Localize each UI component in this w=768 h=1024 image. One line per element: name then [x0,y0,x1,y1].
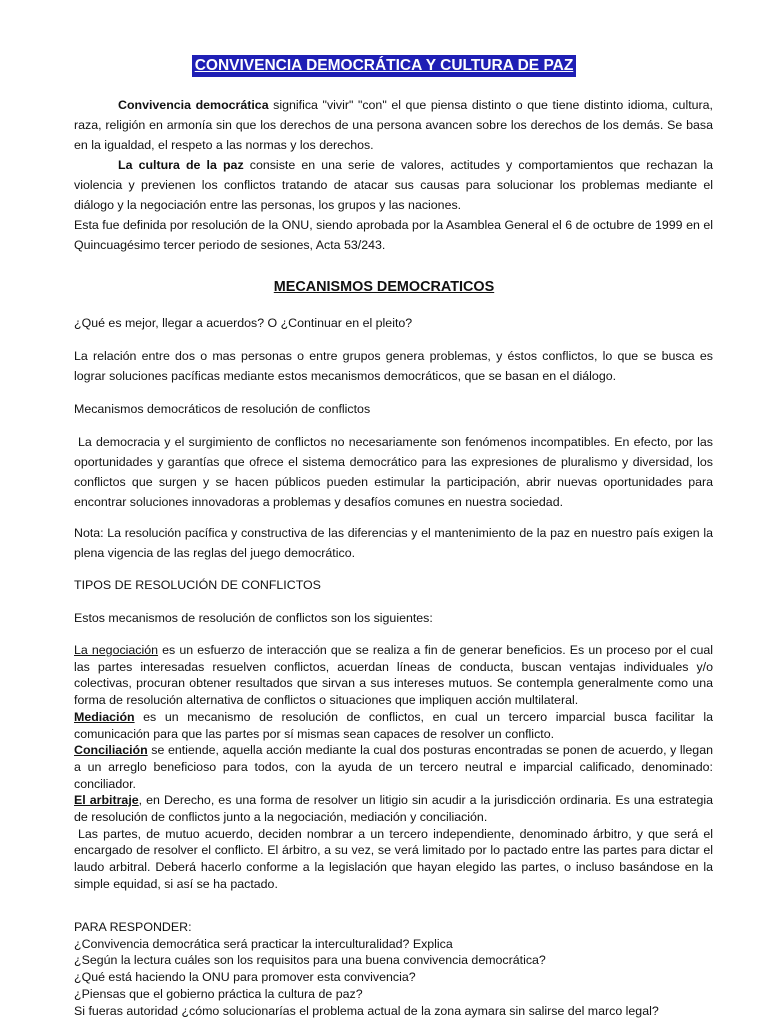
responder-heading: PARA RESPONDER: [74,920,192,934]
intro-text-cultura-paz: consiste en una serie de valores, actitudes y comportamientos que rechazan la violencia y previenen los conflictos tratando de atacar sus causas para solucionar los problemas mediante el diálogo y la negociación entre las personas, los grupos y las naciones. [74,158,713,212]
conciliacion-paragraph [74,742,713,792]
types-block [74,642,713,893]
section-title: MECANISMOS DEMOCRATICOS [273,279,495,295]
responder-question: ¿Qué está haciendo la ONU para promover esta convivencia? [74,970,416,985]
responder-block [74,919,713,1019]
arbitraje-paragraph [74,792,713,825]
intro-paragraph-onu: Esta fue definida por resolución de la ONU, siendo aprobada por la Asamblea General el 6 de octubre de 1999 en el Quincuagésimo tercer periodo de sesiones, Acta 53/243. [74,218,713,252]
term-convivencia: Convivencia democrática [118,98,269,112]
intro-paragraph-convivencia [74,95,713,155]
democracy-paragraph: La democracia y el surgimiento de conflictos no necesariamente son fenómenos incompatibles. En efecto, por las oportunidades y garantías que ofrece el sistema democrático para las expresiones de pluralismo y diversidad, los conflictos que surgen y se hacen públicos pueden estimular la participación, abrir nuevas oportunidades para encontrar soluciones innovadoras a problemas y desafíos comunes en nuestra sociedad. [74,435,713,509]
mediacion-text: es un mecanismo de resolución de conflictos, en cual un tercero imparcial busca facilitar la comunicación para que las partes por sí mismas sean capaces de resolver un conflicto. [74,709,713,741]
conciliacion-text: se entiende, aquella acción mediante la cual dos posturas encontradas se ponen de acuerdo, y llegan a un arreglo beneficioso para todos, con la ayuda de un tercero neutral e imparcial calificado, denominado: conciliador. [74,743,713,791]
term-conciliacion: Conciliación [74,743,148,758]
mediacion-paragraph [74,709,713,742]
term-cultura-paz: La cultura de la paz [118,158,244,172]
nota-paragraph: Nota: La resolución pacífica y constructiva de las diferencias y el mantenimiento de la paz en nuestro país exigen la plena vigencia de las reglas del juego democrático. [74,526,713,560]
term-arbitraje: El arbitraje [74,793,139,808]
mech-heading: Mecanismos democráticos de resolución de conflictos [74,402,371,416]
intro-block [74,95,713,255]
partes-paragraph: Las partes, de mutuo acuerdo, deciden nombrar a un tercero independiente, denominado árbitro, y que será el encargado de resolver el conflicto. El árbitro, a su vez, se verá limitado por lo pactado entre las partes para dictar el laudo arbitral. Deberá hacerlo conforme a la legislación que hayan elegido las partes, o incluso basándose en la simple equidad, si así se ha pactado. [74,826,713,891]
arbitraje-text: , en Derecho, es una forma de resolver un litigio sin acudir a la jurisdicción ordinaria. Es una estrategia de resolución de conflictos junto a la negociación, mediación y conciliación. [74,793,713,825]
title-wrap [0,55,768,77]
main-title: CONVIVENCIA DEMOCRÁTICA Y CULTURA DE PAZ [192,55,577,77]
responder-question: ¿Piensas que el gobierno práctica la cultura de paz? [74,986,363,1001]
question-line: ¿Qué es mejor, llegar a acuerdos? O ¿Continuar en el pleito? [74,316,413,330]
negociacion-paragraph [74,642,713,709]
intro-text-convivencia: significa "vivir" "con" el que piensa distinto o que tiene distinto idioma, cultura, raza, religión en armonía sin que los derechos de una persona avancen sobre los derechos de los demás. Se basa en la igualdad, el respeto a las normas y los derechos. [74,98,713,152]
tipos-intro: Estos mecanismos de resolución de conflictos son los siguientes: [74,611,433,625]
tipos-heading: TIPOS DE RESOLUCIÓN DE CONFLICTOS [74,578,321,592]
term-mediacion: Mediación [74,709,135,724]
relation-paragraph: La relación entre dos o mas personas o entre grupos genera problemas, y éstos conflictos, lo que se busca es lograr soluciones pacíficas mediante estos mecanismos democráticos, que se basan en el diálogo. [74,349,713,383]
intro-paragraph-cultura-paz [74,155,713,215]
term-negociacion: La negociación [74,643,159,657]
negociacion-text: es un esfuerzo de interacción que se realiza a fin de generar beneficios. Es un proceso por el cual las partes interesadas resuelven conflictos, acuerdan líneas de conducta, buscan ventajas individuales y/o colectivas, procuran obtener resultados que sirvan a sus intereses mutuos. Se contempla generalmente como una forma de resolución alternativa de conflictos o situaciones que impliquen acción multilateral. [74,643,714,708]
responder-question: ¿Convivencia democrática será practicar la interculturalidad? Explica [74,936,453,951]
responder-question: ¿Según la lectura cuáles son los requisitos para una buena convivencia democrática? [74,953,546,968]
responder-question: Si fueras autoridad ¿cómo solucionarías el problema actual de la zona aymara sin salirse del marco legal? [74,1003,659,1018]
